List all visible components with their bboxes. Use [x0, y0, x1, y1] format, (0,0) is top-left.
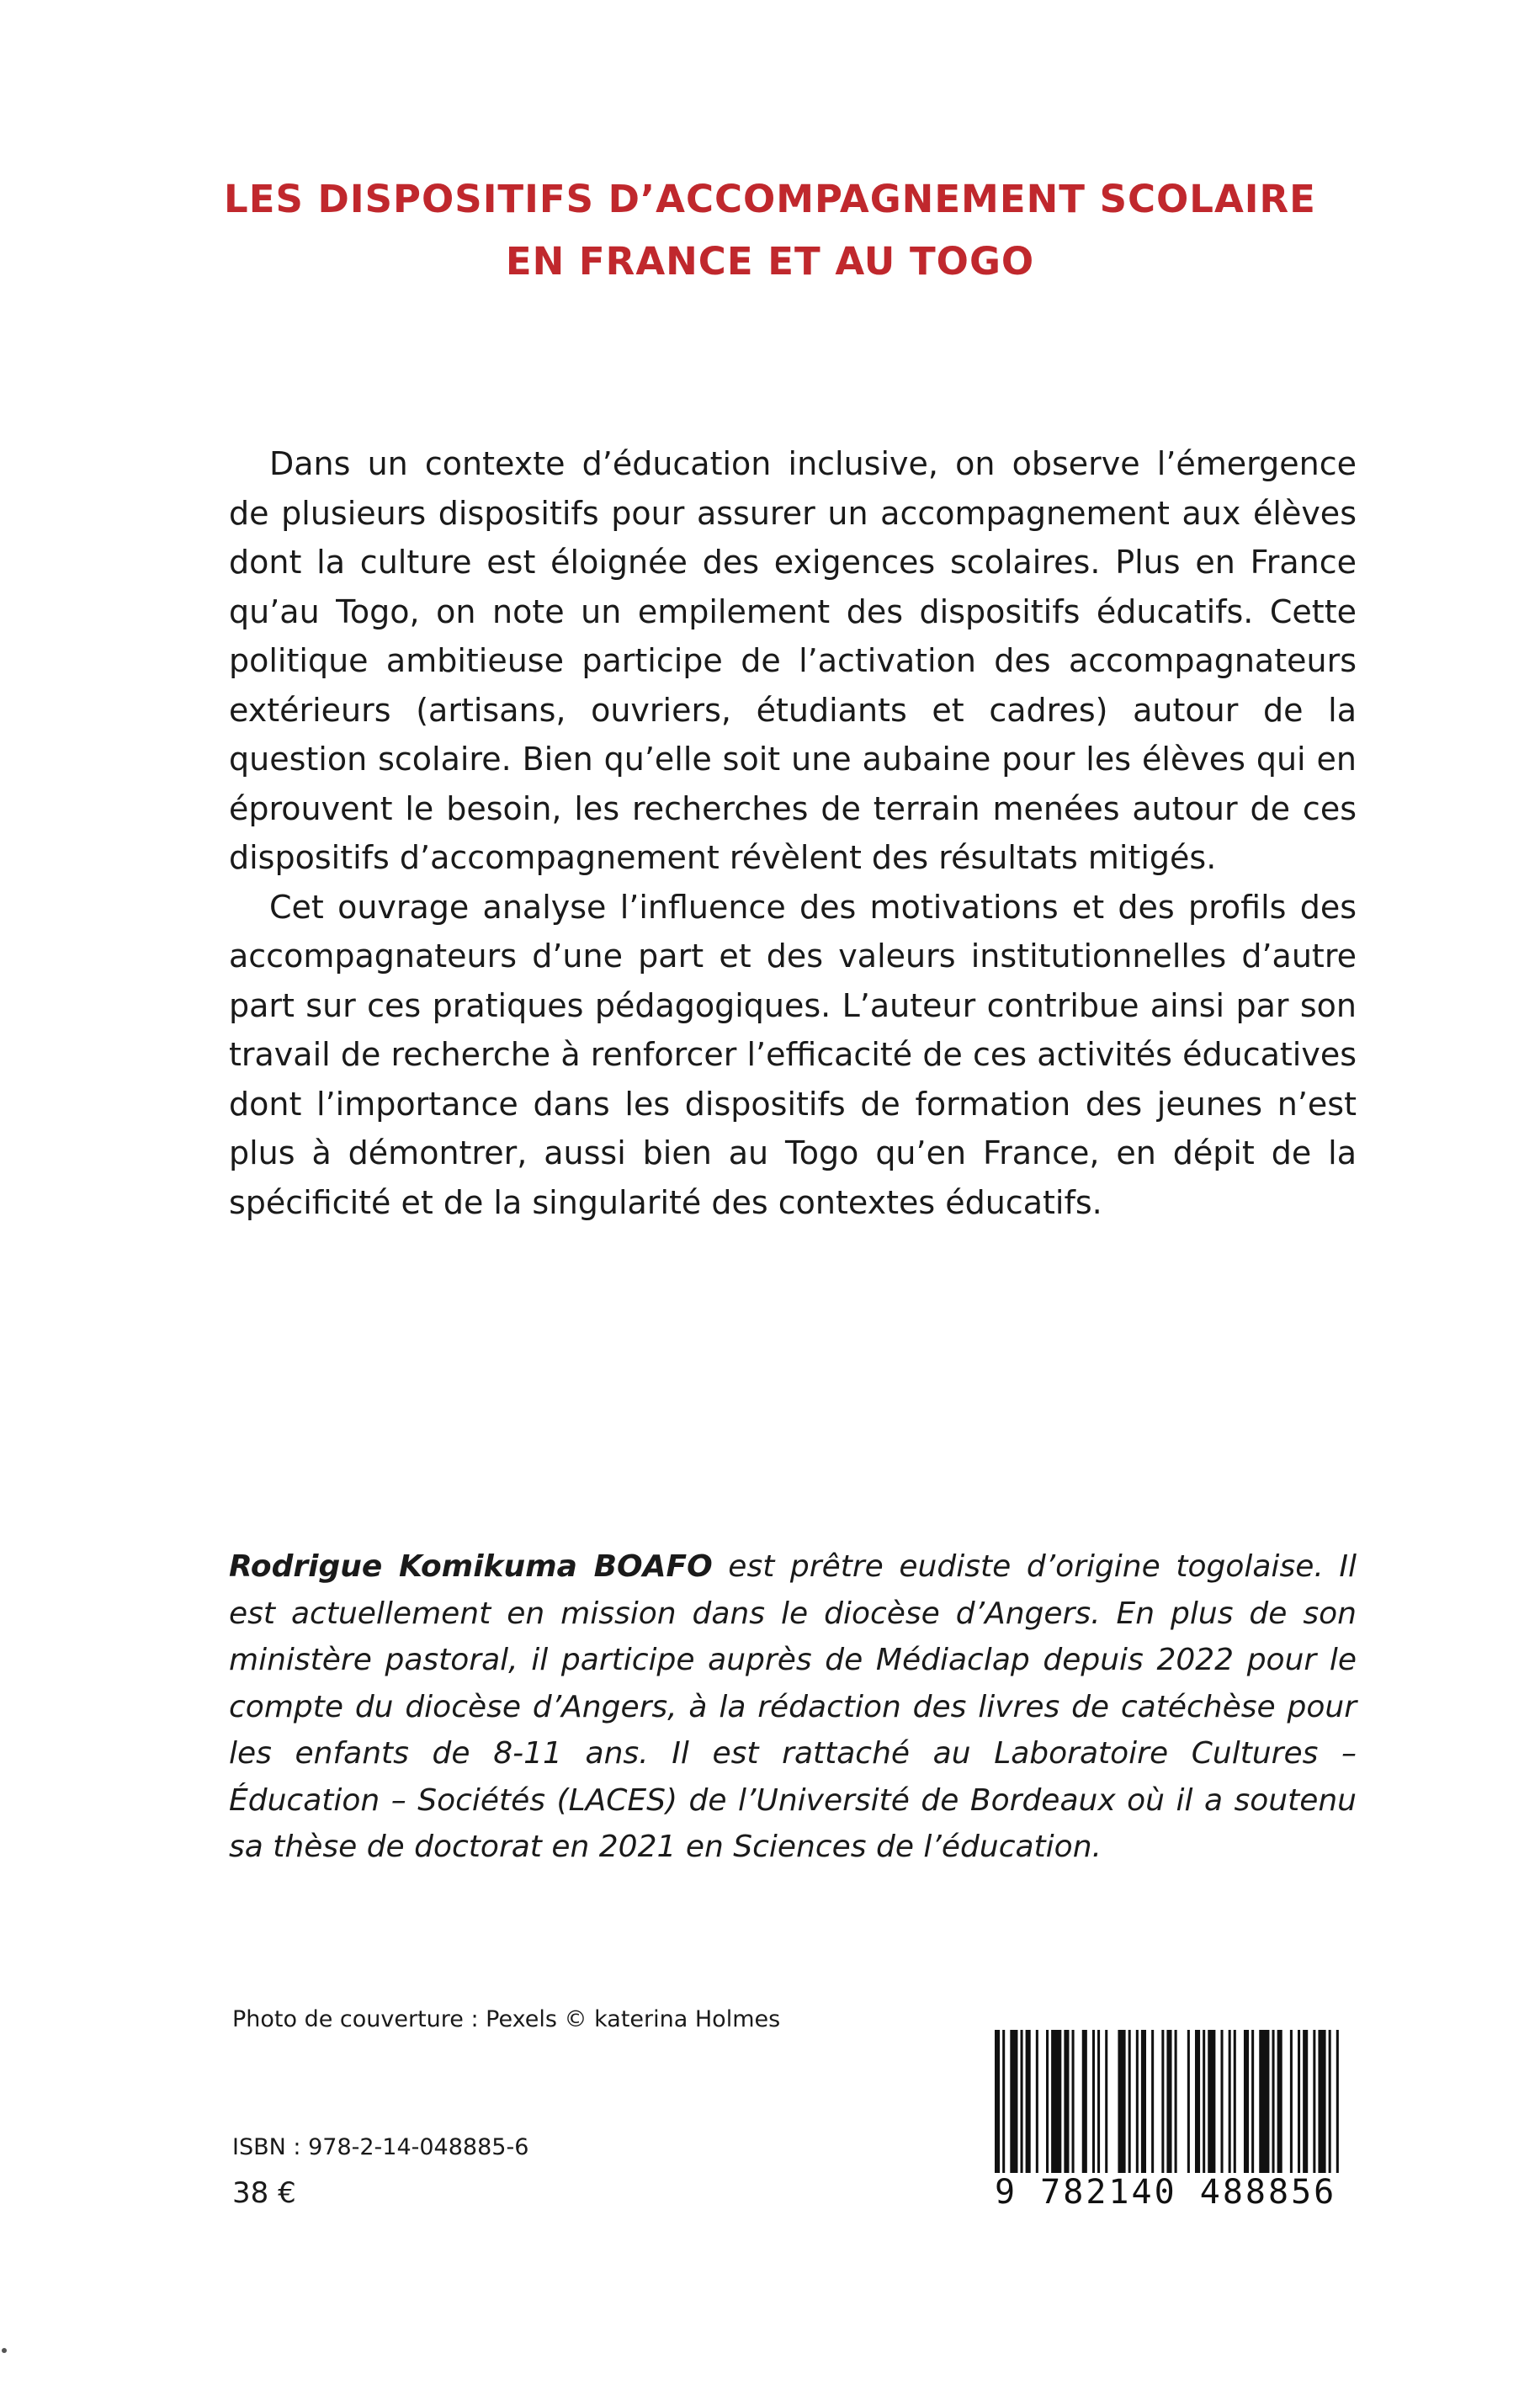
- barcode-digits: 9 782140 488856: [995, 2173, 1337, 2212]
- barcode-bars-icon: [995, 2030, 1346, 2173]
- title-line-2: EN FRANCE ET AU TOGO: [505, 239, 1035, 284]
- photo-credit: Photo de couverture : Pexels © katerina Holmes: [232, 2006, 781, 2032]
- author-bio: [229, 1543, 1357, 1871]
- author-name: Rodrigue Komikuma BOAFO: [229, 1549, 713, 1584]
- corner-dot: [2, 2348, 7, 2353]
- title-line-1: LES DISPOSITIFS D’ACCOMPAGNEMENT SCOLAIRE: [224, 177, 1316, 221]
- book-summary: [229, 439, 1357, 1227]
- book-title: [0, 168, 1540, 293]
- summary-paragraph-1: Dans un contexte d’éducation inclusive, on observe l’émergence de plusieurs dispositifs pour assurer un accompagnement aux élèves dont la culture est éloignée des exigences scolaires. Plus en France qu’au Togo, on note un empilement des dispositifs éducatifs. Cette politique ambitieuse participe de l’activation des accompagnateurs extérieurs (artisans, ouvriers, étudiants et cadres) autour de la question scolaire. Bien qu’elle soit une aubaine pour les élèves qui en éprouvent le besoin, les recherches de terrain menées autour de ces dispositifs d’accompagnement révèlent des résultats mitigés.: [229, 445, 1357, 876]
- author-bio-paragraph: [229, 1543, 1357, 1871]
- price: 38 €: [232, 2176, 296, 2210]
- summary-paragraph-2: Cet ouvrage analyse l’influence des motivations et des profils des accompagnateurs d’une part et des valeurs institutionnelles d’autre part sur ces pratiques pédagogiques. L’auteur contribue ainsi par son travail de recherche à renforcer l’efficacité de ces activités éducatives dont l’importance dans les dispositifs de formation des jeunes n’est plus à démontrer, aussi bien au Togo qu’en France, en dépit de la spécificité et de la singularité des contextes éducatifs.: [229, 888, 1357, 1221]
- isbn: ISBN : 978-2-14-048885-6: [232, 2134, 529, 2160]
- barcode: [995, 2030, 1346, 2282]
- author-bio-text: est prêtre eudiste d’origine togolaise. Il est actuellement en mission dans le diocèse d’Angers. En plus de son ministère pastoral, il participe auprès de Médiaclap depuis 2022 pour le compte du diocèse d’Angers, à la rédaction des livres de catéchèse pour les enfants de 8-11 ans. Il est rattaché au Laboratoire Cultures – Éducation – Sociétés (LACES) de l’Université de Bordeaux où il a soutenu sa thèse de doctorat en 2021 en Sciences de l’éducation.: [229, 1549, 1357, 1864]
